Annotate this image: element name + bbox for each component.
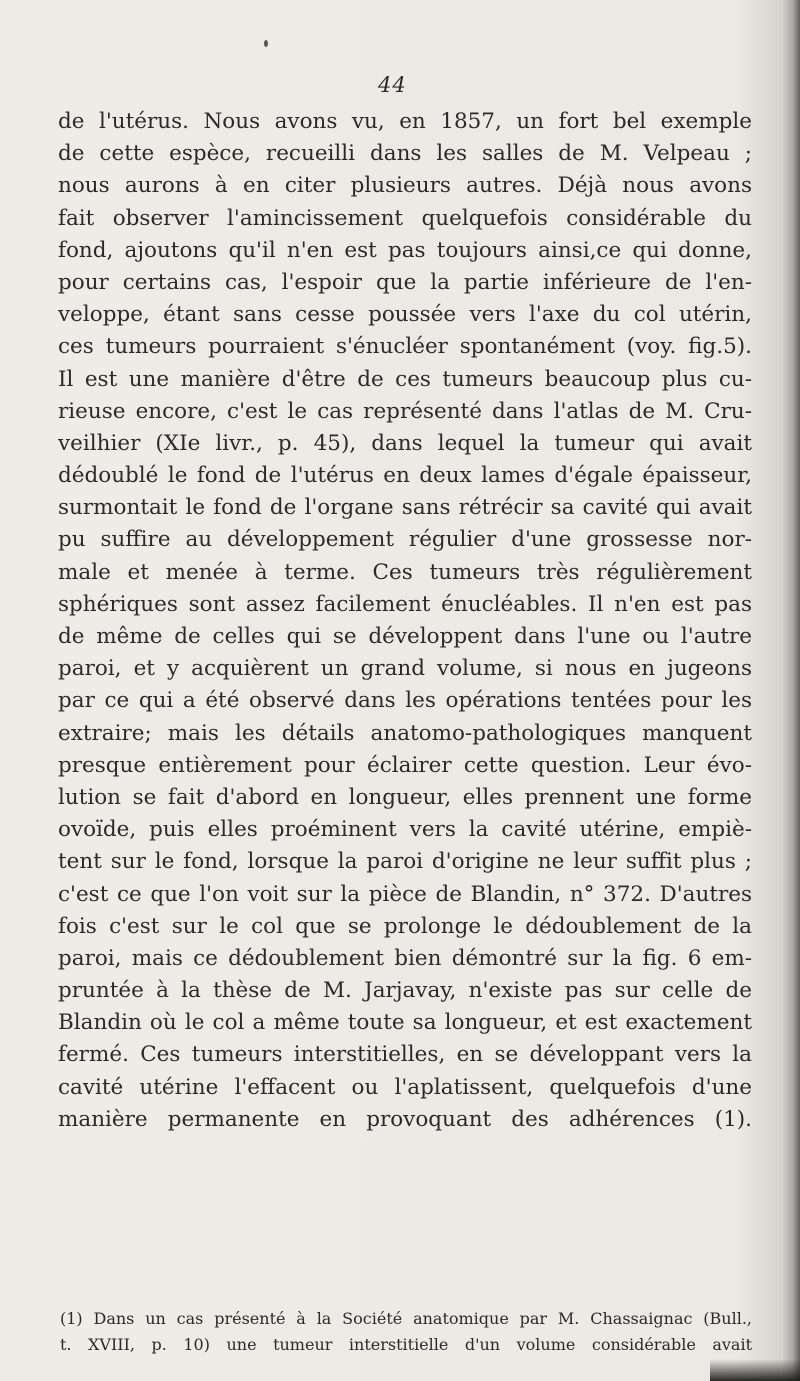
text-line: tent sur le fond, lorsque la paroi d'origine ne leur suffit plus ;: [58, 849, 752, 875]
text-line: manière permanente en provoquant des adhérences (1).: [58, 1106, 752, 1132]
text-line: paroi, et y acquièrent un grand volume, si nous en jugeons: [58, 656, 752, 682]
text-line: fond, ajoutons qu'il n'en est pas toujours ainsi,ce qui donne,: [58, 237, 752, 263]
page-number: 44: [378, 73, 407, 97]
text-line: dédoublé le fond de l'utérus en deux lames d'égale épaisseur,: [58, 463, 752, 489]
text-line: rieuse encore, c'est le cas représenté dans l'atlas de M. Cru-: [58, 398, 752, 424]
text-line: ovoïde, puis elles proéminent vers la cavité utérine, empiè-: [58, 817, 752, 843]
text-line: surmontait le fond de l'organe sans rétrécir sa cavité qui avait: [58, 495, 752, 521]
text-line: fait observer l'amincissement quelquefois considérable du: [58, 205, 752, 231]
text-line: male et menée à terme. Ces tumeurs très régulièrement: [58, 559, 752, 585]
page-edge-shadow: [782, 0, 800, 1381]
text-line: nous aurons à en citer plusieurs autres. Déjà nous avons: [58, 173, 752, 199]
text-line: fois c'est sur le col que se prolonge le dédoublement de la: [58, 913, 752, 939]
text-line: paroi, mais ce dédoublement bien démontré sur la fig. 6 em-: [58, 945, 752, 971]
ink-speck: [264, 40, 268, 47]
text-line: par ce qui a été observé dans les opérations tentées pour les: [58, 688, 752, 714]
text-line: pu suffire au développement régulier d'une grossesse nor-: [58, 527, 752, 553]
text-line: veloppe, étant sans cesse poussée vers l'axe du col utérin,: [58, 302, 752, 328]
body-text: [58, 106, 752, 1136]
text-line: de l'utérus. Nous avons vu, en 1857, un fort bel exemple: [58, 109, 752, 134]
text-line: de même de celles qui se développent dans l'une ou l'autre: [58, 624, 752, 649]
page-corner-shadow: [710, 1359, 800, 1381]
text-line: extraire; mais les détails anatomo-pathologiques manquent: [58, 720, 752, 746]
text-line: presque entièrement pour éclairer cette question. Leur évo-: [58, 752, 752, 778]
text-line: veilhier (XIe livr., p. 45), dans lequel la tumeur qui avait: [58, 430, 752, 456]
text-line: lution se fait d'abord en longueur, elles prennent une forme: [58, 784, 752, 810]
text-line: pruntée à la thèse de M. Jarjavay, n'existe pas sur celle de: [58, 978, 752, 1004]
footnote-line: (1) Dans un cas présenté à la Société anatomique par M. Chassaignac (Bull.,: [60, 1309, 752, 1328]
text-line: Blandin où le col a même toute sa longueur, et est exactement: [58, 1010, 752, 1036]
text-line: c'est ce que l'on voit sur la pièce de Blandin, n° 372. D'autres: [58, 881, 752, 907]
text-line: sphériques sont assez facilement énucléables. Il n'en est pas: [58, 591, 752, 617]
text-line: pour certains cas, l'espoir que la partie inférieure de l'en-: [58, 269, 752, 295]
text-line: cavité utérine l'effacent ou l'aplatissent, quelquefois d'une: [58, 1074, 752, 1100]
footnotes: [60, 1306, 752, 1358]
text-line: fermé. Ces tumeurs interstitielles, en se développant vers la: [58, 1042, 752, 1068]
text-line: Il est une manière d'être de ces tumeurs beaucoup plus cu-: [58, 366, 752, 392]
text-line: ces tumeurs pourraient s'énucléer spontanément (voy. fig.5).: [58, 334, 752, 360]
footnote-line: t. XVIII, p. 10) une tumeur interstitielle d'un volume considérable avait: [60, 1335, 752, 1354]
text-line: de cette espèce, recueilli dans les salles de M. Velpeau ;: [58, 141, 752, 167]
